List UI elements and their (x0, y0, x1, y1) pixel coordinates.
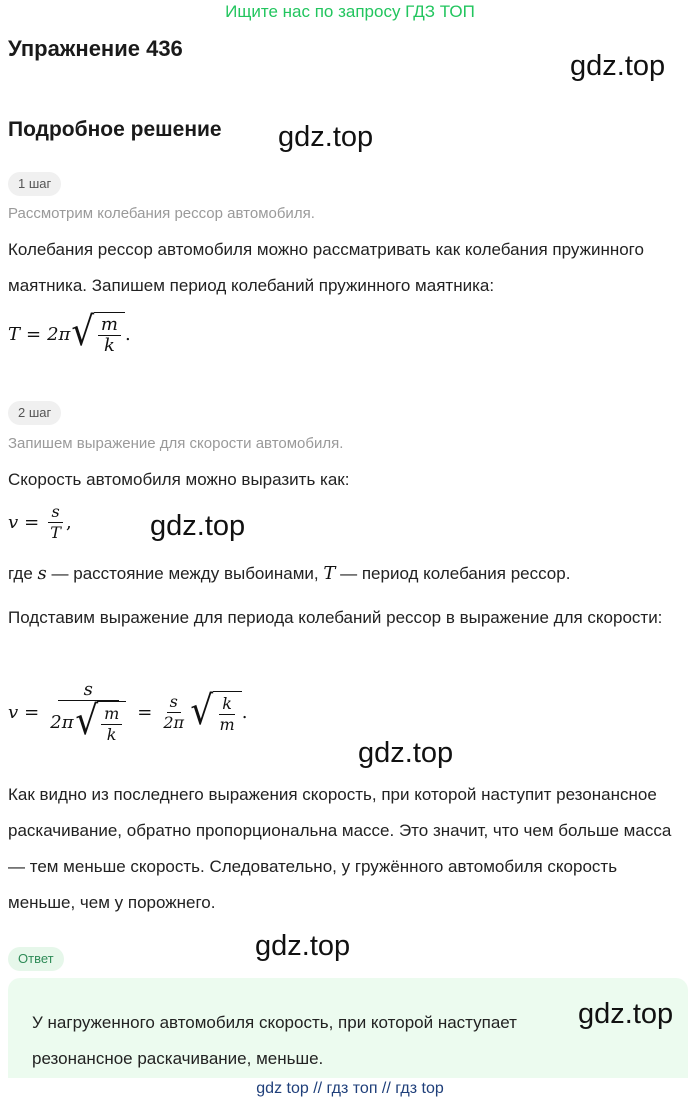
watermark: gdz.top (255, 930, 351, 962)
step-2-hint: Запишем выражение для скорости автомобиля. (8, 435, 344, 452)
speed-formula (8, 502, 72, 543)
formula-end: . (241, 702, 248, 723)
watermark: gdz.top (278, 121, 374, 153)
search-banner[interactable]: Ищите нас по запросу ГДЗ ТОП (225, 2, 475, 21)
watermark: gdz.top (358, 737, 454, 769)
watermark: gdz.top (150, 510, 246, 542)
step-2-text: Скорость автомобиля можно выразить как: (8, 470, 350, 489)
formula-eq: = (24, 512, 40, 533)
watermark: gdz.top (570, 50, 666, 82)
fraction-denominator: 2π √ $\frac{m}{k}$ (47, 701, 129, 745)
solution-heading: Подробное решение (8, 118, 222, 141)
fraction-numerator: s (58, 680, 119, 701)
sqrt: √ $\frac{k}{m}$ (189, 691, 242, 735)
step-2-substitution-text: Подставим выражение для периода колебаний рессор в выражение для скорости: (8, 608, 663, 627)
fraction-denominator: T (50, 523, 61, 542)
formula-end: , (65, 512, 72, 533)
formula-lhs: v (8, 702, 19, 723)
fraction-denominator: 2π (163, 713, 185, 732)
where-text: где s — расстояние между выбоинами, T — период колебания рессор. (8, 563, 571, 584)
formula-lhs: T (8, 323, 21, 345)
conclusion-text: Как видно из последнего выражения скорость, при которой наступит резонансное раскачивание, обратно пропорциональна массе. Это значит, что чем больше масса — тем меньше скорость. Следовательно, у гружённого автомобиля скорость меньше, чем у порожнего. (8, 785, 672, 912)
answer-badge: Ответ (8, 947, 64, 971)
formula-eq: = (26, 323, 42, 345)
fraction (98, 315, 121, 356)
step-1-badge: 1 шаг (8, 172, 61, 196)
step-1-hint: Рассмотрим колебания рессор автомобиля. (8, 205, 315, 222)
watermark: gdz.top (578, 998, 674, 1030)
step-1-text: Колебания рессор автомобиля можно рассматривать как колебания пружинного маятника. Запишем период колебаний пружинного маятника: (8, 240, 644, 295)
formula-eq: = (137, 702, 153, 723)
fraction-numerator: s (167, 692, 181, 713)
formula-coef: 2π (47, 323, 71, 345)
footer-links[interactable]: gdz top // гдз топ // гдз top (256, 1080, 444, 1097)
fraction-numerator: m (98, 315, 121, 336)
formula-lhs: v (8, 512, 19, 533)
page-title: Упражнение 436 (8, 36, 183, 61)
sqrt: √ $\frac{m}{k}$ (70, 312, 125, 356)
period-formula (8, 309, 131, 356)
step-2-badge: 2 шаг (8, 401, 61, 425)
fraction (47, 680, 129, 745)
resonance-formula (8, 680, 247, 745)
fraction-numerator: s (48, 502, 62, 523)
answer-text: У нагруженного автомобиля скорость, при которой наступает резонансное раскачивание, меньше. (32, 1013, 517, 1068)
fraction (160, 692, 187, 733)
fraction (47, 502, 64, 543)
fraction-denominator: k (103, 335, 115, 356)
formula-end: . (124, 323, 131, 345)
formula-eq: = (24, 702, 40, 723)
